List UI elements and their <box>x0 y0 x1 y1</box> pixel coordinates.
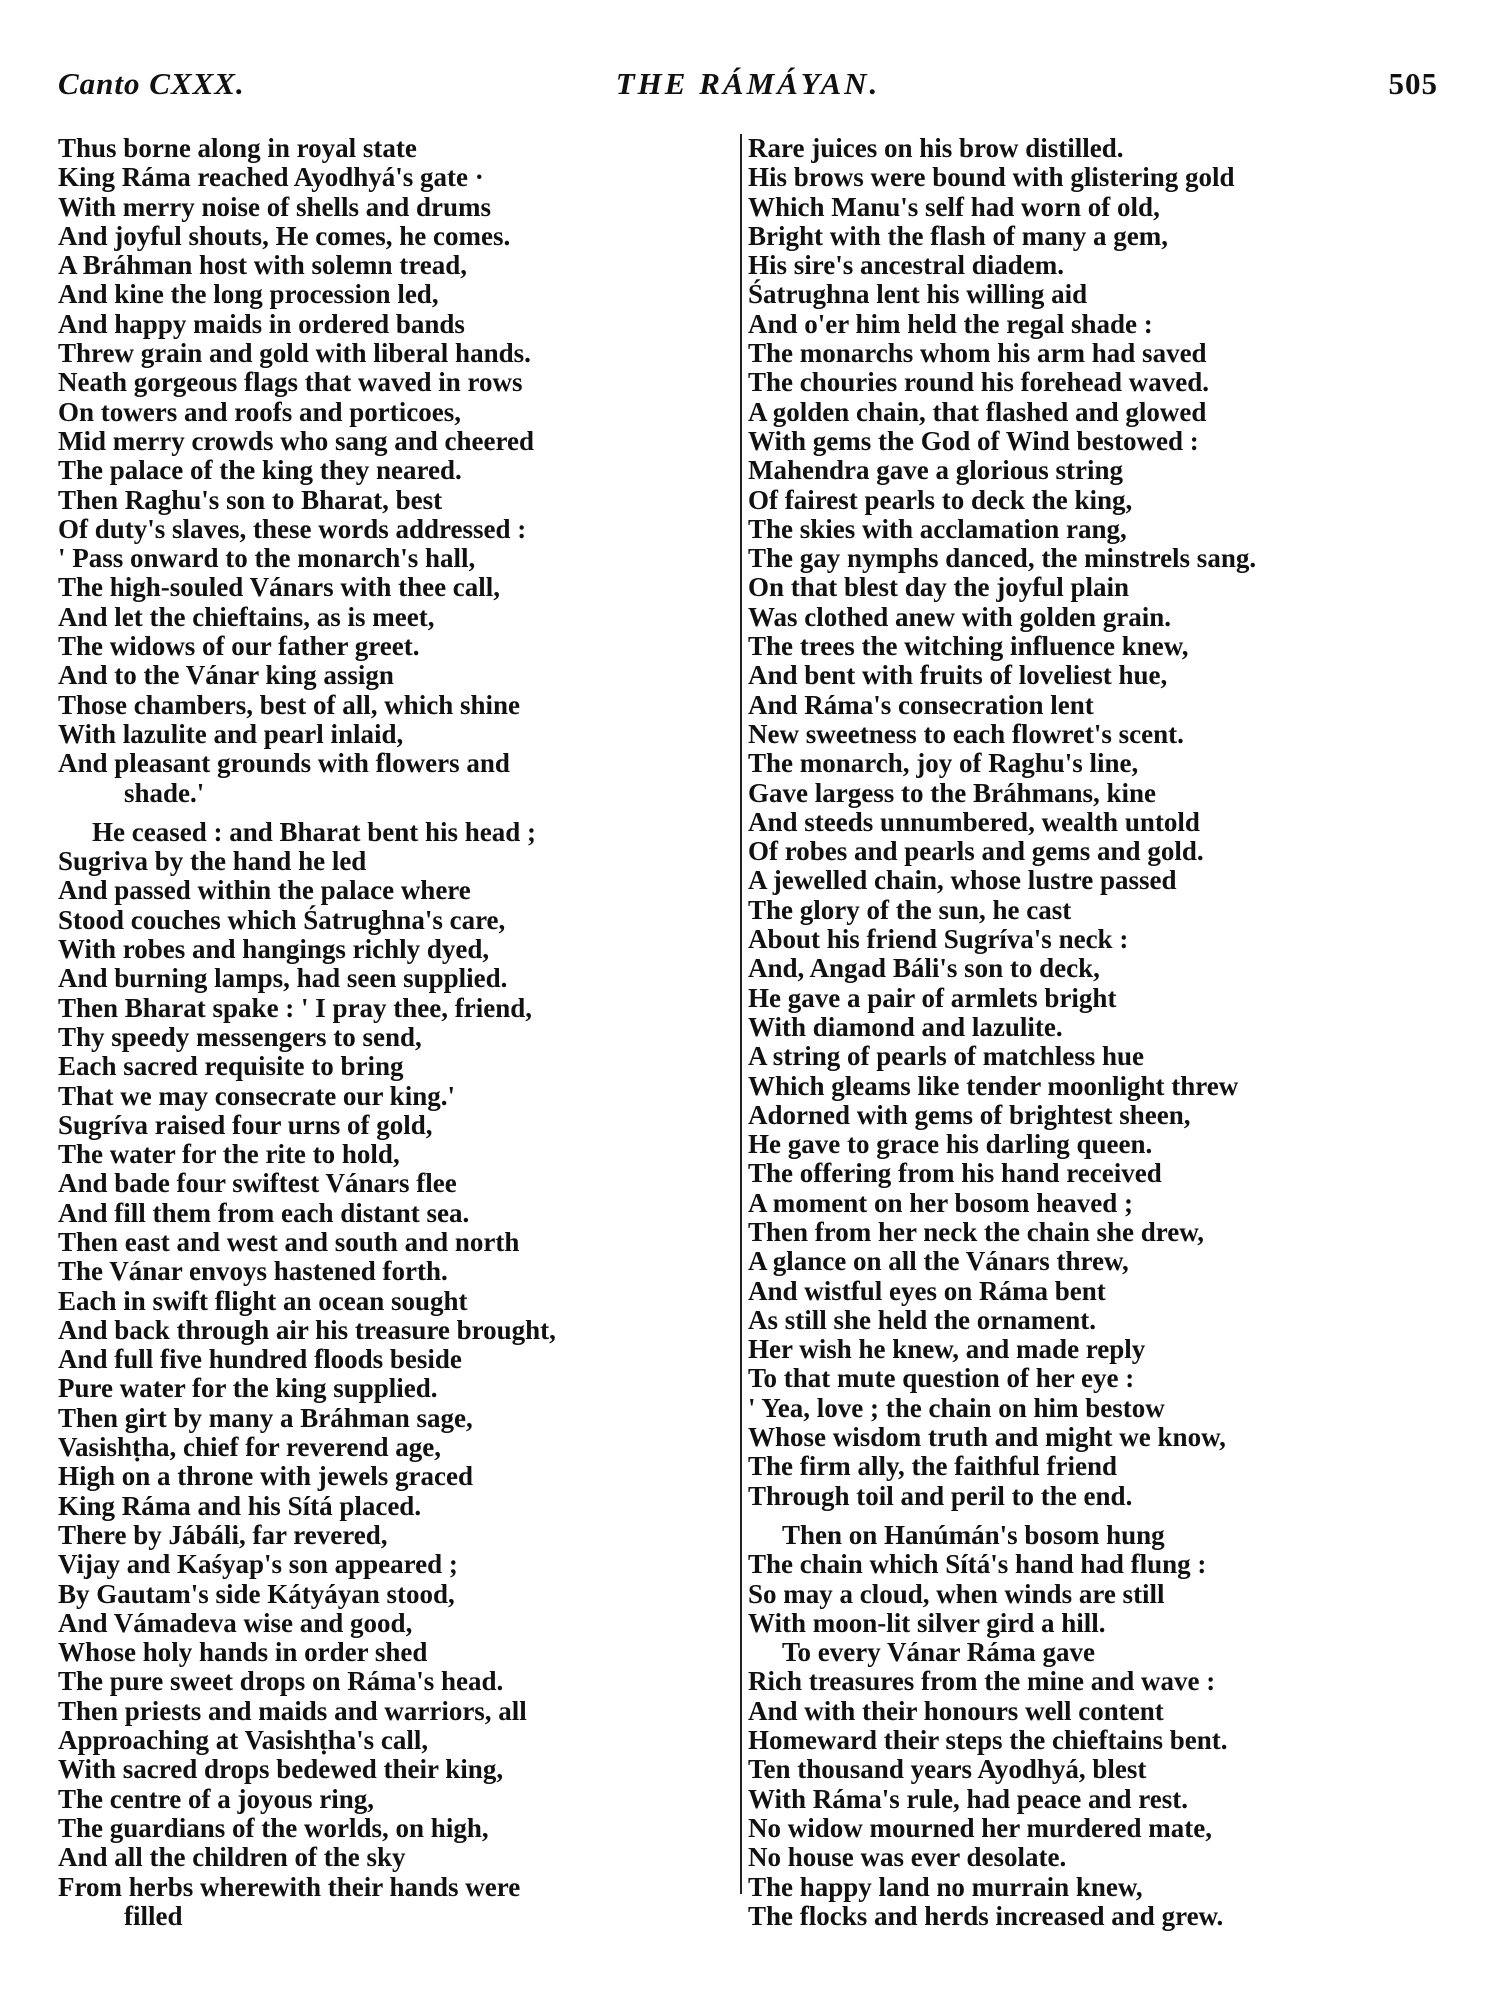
verse-line: Of robes and pearls and gems and gold. <box>748 836 1204 867</box>
verse-line: Pure water for the king supplied. <box>58 1373 438 1404</box>
verse-line: With diamond and lazulite. <box>748 1011 1063 1042</box>
verse-line: On towers and roofs and porticoes, <box>58 396 462 427</box>
verse-line: And Vámadeva wise and good, <box>58 1607 413 1638</box>
verse-line: Through toil and peril to the end. <box>748 1480 1133 1511</box>
verse-line: From herbs wherewith their hands were <box>58 1871 521 1902</box>
verse-line: And bade four swiftest Vánars flee <box>58 1168 457 1199</box>
verse-line: To every Vánar Ráma gave <box>782 1637 1095 1668</box>
verse-line: Whose holy hands in order shed <box>58 1637 428 1668</box>
verse-line: And pleasant grounds with flowers and <box>58 748 510 779</box>
verse-line: Mahendra gave a glorious string <box>748 455 1123 486</box>
verse-line: With Ráma's rule, had peace and rest. <box>748 1783 1189 1814</box>
verse-line: Adorned with gems of brightest sheen, <box>748 1099 1191 1130</box>
verse-line: A string of pearls of matchless hue <box>748 1041 1144 1072</box>
verse-line: So may a cloud, when winds are still <box>748 1578 1165 1609</box>
verse-line: The firm ally, the faithful friend <box>748 1451 1117 1482</box>
verse-line: About his friend Sugríva's neck : <box>748 924 1129 955</box>
verse-line: And let the chieftains, as is meet, <box>58 601 435 632</box>
verse-line: The glory of the sun, he cast <box>748 894 1072 925</box>
column-divider <box>740 134 742 1894</box>
verse-line: He gave a pair of armlets bright <box>748 982 1117 1013</box>
verse-line: And full five hundred floods beside <box>58 1344 462 1375</box>
verse-line: Which Manu's self had worn of old, <box>748 191 1160 222</box>
verse-line: Which gleams like tender moonlight threw <box>748 1070 1239 1101</box>
verse-line: shade.' <box>124 777 205 808</box>
left-column <box>58 134 736 1931</box>
verse-line: Approaching at Vasishṭha's call, <box>58 1725 429 1756</box>
verse-line: And bent with fruits of loveliest hue, <box>748 660 1168 691</box>
verse-line: Then priests and maids and warriors, all <box>58 1695 527 1726</box>
verse-line: And joyful shouts, He comes, he comes. <box>58 220 511 251</box>
verse-line: The monarch, joy of Raghu's line, <box>748 748 1139 779</box>
verse-line: Then Raghu's son to Bharat, best <box>58 484 443 515</box>
verse-line: Sugriva by the hand he led <box>58 846 367 877</box>
verse-line: By Gautam's side Kátyáyan stood, <box>58 1578 455 1609</box>
verse-line: The water for the rite to hold, <box>58 1139 400 1170</box>
verse-line: His brows were bound with glistering gold <box>748 162 1235 193</box>
verse-line: His sire's ancestral diadem. <box>748 250 1064 281</box>
verse-line: A golden chain, that flashed and glowed <box>748 396 1207 427</box>
verse-line: Śatrughna lent his willing aid <box>748 279 1088 310</box>
verse-line: Stood couches which Śatrughna's care, <box>58 904 506 935</box>
verse-line: On that blest day the joyful plain <box>748 572 1130 603</box>
verse-line: ' Yea, love ; the chain on him bestow <box>748 1392 1165 1423</box>
verse-line: Then Bharat spake : ' I pray thee, friend, <box>58 992 533 1023</box>
verse-line: The widows of our father greet. <box>58 631 420 662</box>
verse-line: The guardians of the worlds, on high, <box>58 1812 489 1843</box>
verse-line: Rare juices on his brow distilled. <box>748 133 1124 163</box>
verse-line: The gay nymphs danced, the minstrels sang. <box>748 543 1257 574</box>
verse-line: He gave to grace his darling queen. <box>748 1129 1153 1160</box>
verse-line: King Ráma reached Ayodhyá's gate · <box>58 162 484 193</box>
verse-line: Ten thousand years Ayodhyá, blest <box>748 1754 1147 1785</box>
verse-line: With moon-lit silver gird a hill. <box>748 1607 1106 1638</box>
verse-line: With merry noise of shells and drums <box>58 191 492 222</box>
verse-line: Whose wisdom truth and might we know, <box>748 1422 1226 1453</box>
verse-line: No house was ever desolate. <box>748 1842 1067 1873</box>
verse-line: Her wish he knew, and made reply <box>748 1334 1146 1365</box>
verse-line: Vasishṭha, chief for reverend age, <box>58 1432 441 1463</box>
verse-line: No widow mourned her murdered mate, <box>748 1812 1212 1843</box>
verse-line: With lazulite and pearl inlaid, <box>58 718 404 749</box>
canto-label: Canto CXXX. <box>58 66 245 101</box>
page-number: 505 <box>1388 66 1438 101</box>
right-column <box>748 134 1450 1931</box>
verse-line: A glance on all the Vánars threw, <box>748 1246 1129 1277</box>
verse-line: The monarchs whom his arm had saved <box>748 338 1207 369</box>
verse-line: Each sacred requisite to bring <box>58 1051 404 1082</box>
verse-line: Homeward their steps the chieftains bent. <box>748 1725 1228 1756</box>
verse-line: Those chambers, best of all, which shine <box>58 689 521 720</box>
verse-line: The palace of the king they neared. <box>58 455 462 486</box>
verse-line: New sweetness to each flowret's scent. <box>748 718 1184 749</box>
verse-line: Mid merry crowds who sang and cheered <box>58 425 534 456</box>
verse-line: Was clothed anew with golden grain. <box>748 601 1172 632</box>
verse-line: filled <box>124 1900 183 1931</box>
verse-line: The offering from his hand received <box>748 1158 1162 1189</box>
verse-line: And Ráma's consecration lent <box>748 689 1094 720</box>
verse-line: Rich treasures from the mine and wave : <box>748 1666 1216 1697</box>
verse-line: Of duty's slaves, these words addressed : <box>58 513 527 544</box>
verse-line: And, Angad Báli's son to deck, <box>748 953 1100 984</box>
verse-line: The pure sweet drops on Ráma's head. <box>58 1666 504 1697</box>
verse-line: With sacred drops bedewed their king, <box>58 1754 504 1785</box>
verse-line: High on a throne with jewels graced <box>58 1461 473 1492</box>
verse-line: The skies with acclamation rang, <box>748 513 1127 544</box>
verse-line: Thus borne along in royal state <box>58 133 417 163</box>
verse-line: And passed within the palace where <box>58 875 471 906</box>
verse-line: The happy land no murrain knew, <box>748 1871 1143 1902</box>
verse-line: And wistful eyes on Ráma bent <box>748 1275 1106 1306</box>
verse-line: Thy speedy messengers to send, <box>58 1021 422 1052</box>
verse-line: Neath gorgeous flags that waved in rows <box>58 367 523 398</box>
verse-line: And steeds unnumbered, wealth untold <box>748 806 1200 837</box>
verse-line: And o'er him held the regal shade : <box>748 308 1153 339</box>
verse-line: The trees the witching influence knew, <box>748 631 1189 662</box>
verse-line: To that mute question of her eye : <box>748 1363 1135 1394</box>
verse-line: And fill them from each distant sea. <box>58 1197 470 1228</box>
verse-line: Vijay and Kaśyap's son appeared ; <box>58 1549 458 1580</box>
verse-line: The Vánar envoys hastened forth. <box>58 1256 448 1287</box>
verse-line: Sugríva raised four urns of gold, <box>58 1109 433 1140</box>
verse-line: Then east and west and south and north <box>58 1226 520 1257</box>
verse-line: As still she held the ornament. <box>748 1304 1097 1335</box>
verse-line: King Ráma and his Sítá placed. <box>58 1490 422 1521</box>
verse-line: Then from her neck the chain she drew, <box>748 1216 1205 1247</box>
verse-line: There by Jábáli, far revered, <box>58 1519 388 1550</box>
verse-line: The centre of a joyous ring, <box>58 1783 374 1814</box>
verse-line: Gave largess to the Bráhmans, kine <box>748 777 1156 808</box>
verse-line: And to the Vánar king assign <box>58 660 394 691</box>
verse-line: A moment on her bosom heaved ; <box>748 1187 1134 1218</box>
verse-line: With robes and hangings richly dyed, <box>58 934 490 965</box>
verse-line: And back through air his treasure brought, <box>58 1314 556 1345</box>
verse-line: The flocks and herds increased and grew. <box>748 1900 1224 1931</box>
book-title: THE RÁMÁYAN. <box>615 66 881 101</box>
verse-line: And all the children of the sky <box>58 1842 406 1873</box>
verse-line: The high-souled Vánars with thee call, <box>58 572 501 603</box>
verse-line: The chain which Sítá's hand had flung : <box>748 1549 1207 1580</box>
verse-line: Each in swift flight an ocean sought <box>58 1285 468 1316</box>
verse-line: Of fairest pearls to deck the king, <box>748 484 1133 515</box>
verse-line: And happy maids in ordered bands <box>58 308 465 339</box>
verse-line: And burning lamps, had seen supplied. <box>58 963 508 994</box>
verse-line: And with their honours well content <box>748 1695 1164 1726</box>
verse-line: Then on Hanúmán's bosom hung <box>782 1519 1165 1550</box>
verse-line: Then girt by many a Bráhman sage, <box>58 1402 473 1433</box>
verse-line: The chouries round his forehead waved. <box>748 367 1210 398</box>
verse-line: A jewelled chain, whose lustre passed <box>748 865 1177 896</box>
verse-line: He ceased : and Bharat bent his head ; <box>92 816 537 847</box>
verse-line: A Bráhman host with solemn tread, <box>58 250 468 281</box>
running-header <box>58 66 1438 110</box>
verse-line: Threw grain and gold with liberal hands. <box>58 338 531 369</box>
verse-line: With gems the God of Wind bestowed : <box>748 425 1199 456</box>
verse-line: ' Pass onward to the monarch's hall, <box>58 543 476 574</box>
verse-line: Bright with the flash of many a gem, <box>748 220 1168 251</box>
verse-line: And kine the long procession led, <box>58 279 439 310</box>
verse-line: That we may consecrate our king.' <box>58 1080 455 1111</box>
